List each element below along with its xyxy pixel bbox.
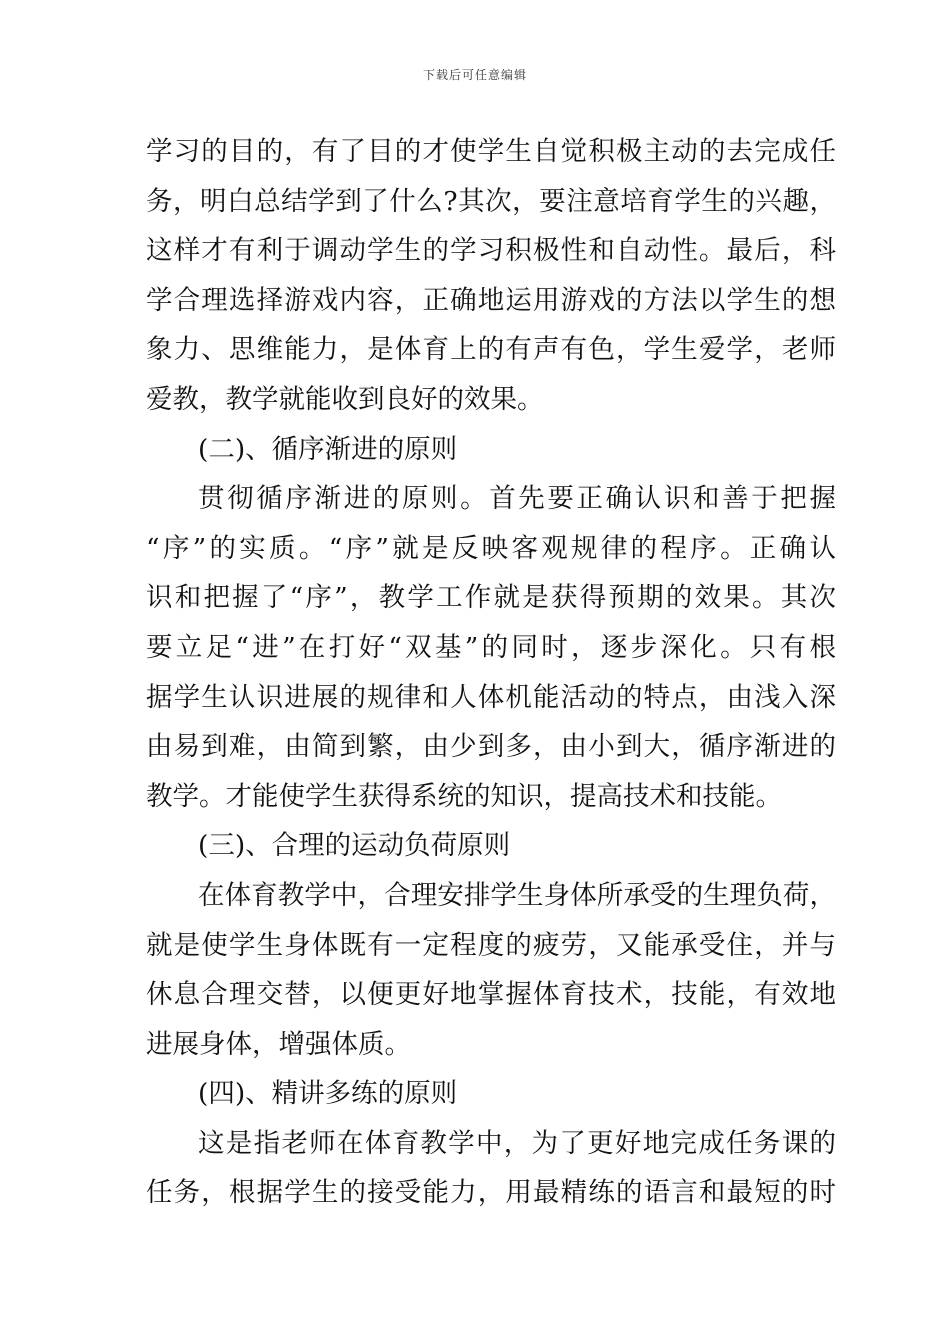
text-line: 教学。才能使学生获得系统的知识，提高技术和技能。 <box>146 780 782 812</box>
text-line: (二)、循序渐进的原则 <box>198 433 458 465</box>
text-line: 象力、思维能力，是体育上的有声有色，学生爱学，老师 <box>146 334 836 366</box>
text-line: (三)、合理的运动负荷原则 <box>198 830 511 862</box>
text-line: 务，明白总结学到了什么?其次，要注意培育学生的兴趣， <box>146 185 836 217</box>
document-body <box>146 127 836 1218</box>
text-line: 这是指老师在体育教学中，为了更好地完成任务课的 <box>198 1127 836 1159</box>
text-line: “序”的实质。“序”就是反映客观规律的程序。正确认 <box>146 532 836 564</box>
text-line: 学习的目的，有了目的才使学生自觉积极主动的去完成任 <box>146 136 836 167</box>
text-line: 进展身体，增强体质。 <box>146 1028 411 1060</box>
text-line: 要立足“进”在打好“双基”的同时，逐步深化。只有根 <box>146 631 836 663</box>
text-line: 由易到难，由简到繁，由少到多，由小到大，循序渐进的 <box>146 731 836 763</box>
text-line: 在体育教学中，合理安排学生身体所承受的生理负荷， <box>198 879 836 911</box>
text-line: 这样才有利于调动学生的学习积极性和自动性。最后，科 <box>146 235 836 267</box>
text-line: 任务，根据学生的接受能力，用最精练的语言和最短的时 <box>146 1177 836 1209</box>
text-line: 贯彻循序渐进的原则。首先要正确认识和善于把握 <box>198 483 836 515</box>
text-line: 就是使学生身体既有一定程度的疲劳，又能承受住，并与 <box>146 929 836 961</box>
text-line: 学合理选择游戏内容，正确地运用游戏的方法以学生的想 <box>146 284 836 316</box>
text-line: 识和把握了“序”，教学工作就是获得预期的效果。其次 <box>146 582 836 614</box>
text-line: 爱教，教学就能收到良好的效果。 <box>146 383 544 415</box>
page-header: 下载后可任意编辑 <box>422 68 527 82</box>
text-line: 休息合理交替，以便更好地掌握体育技术，技能，有效地 <box>146 979 836 1011</box>
text-line: 据学生认识进展的规律和人体机能活动的特点，由浅入深 <box>146 681 836 713</box>
text-line: (四)、精讲多练的原则 <box>198 1078 458 1110</box>
